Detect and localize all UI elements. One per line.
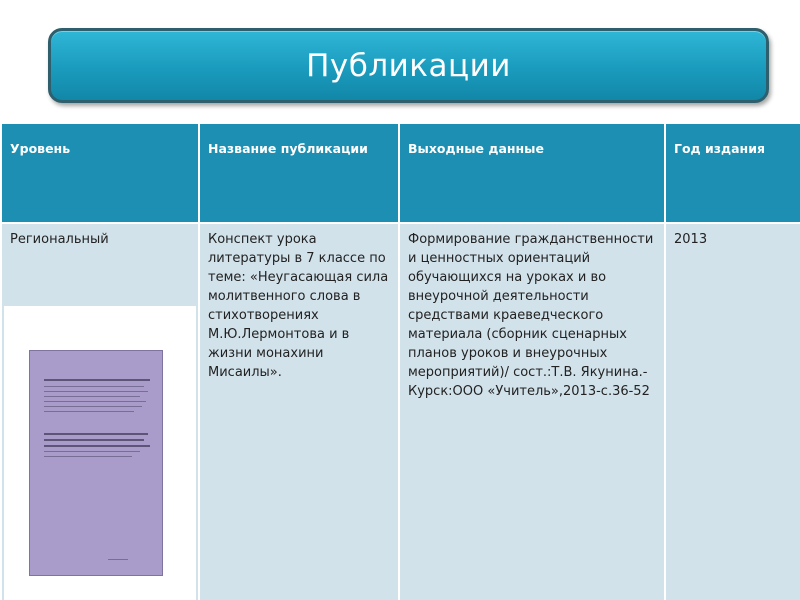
- header-output-data: Выходные данные: [399, 123, 665, 223]
- level-text: Региональный: [10, 232, 109, 247]
- book-cover-image: [29, 350, 163, 576]
- page-title-banner: [48, 28, 769, 103]
- cell-level: [1, 223, 199, 600]
- table-header-row: [1, 123, 800, 223]
- cell-publication-name: Конспект урока литературы в 7 классе по теме: «Неугасающая сила молитвенного слова в стихотворениях М.Ю.Лермонтова и в жизни монахини Мисаилы».: [199, 223, 399, 600]
- page-title: Публикации: [306, 47, 511, 84]
- cell-output-data: Формирование гражданственности и ценностных ориентаций обучающихся на уроках и во внеурочной деятельности средствами краеведческого материала (сборник сценарных планов уроков и внеурочных мероприятий)/ сост.:Т.В. Якунина.-Курск:ООО «Учитель»,2013-с.36-52: [399, 223, 665, 600]
- header-level: Уровень: [1, 123, 199, 223]
- table-row: [1, 223, 800, 600]
- publications-table: [0, 122, 800, 600]
- header-publication-name: Название публикации: [199, 123, 399, 223]
- cell-year: 2013: [665, 223, 800, 600]
- header-year: Год издания: [665, 123, 800, 223]
- book-cover-frame: [4, 306, 196, 600]
